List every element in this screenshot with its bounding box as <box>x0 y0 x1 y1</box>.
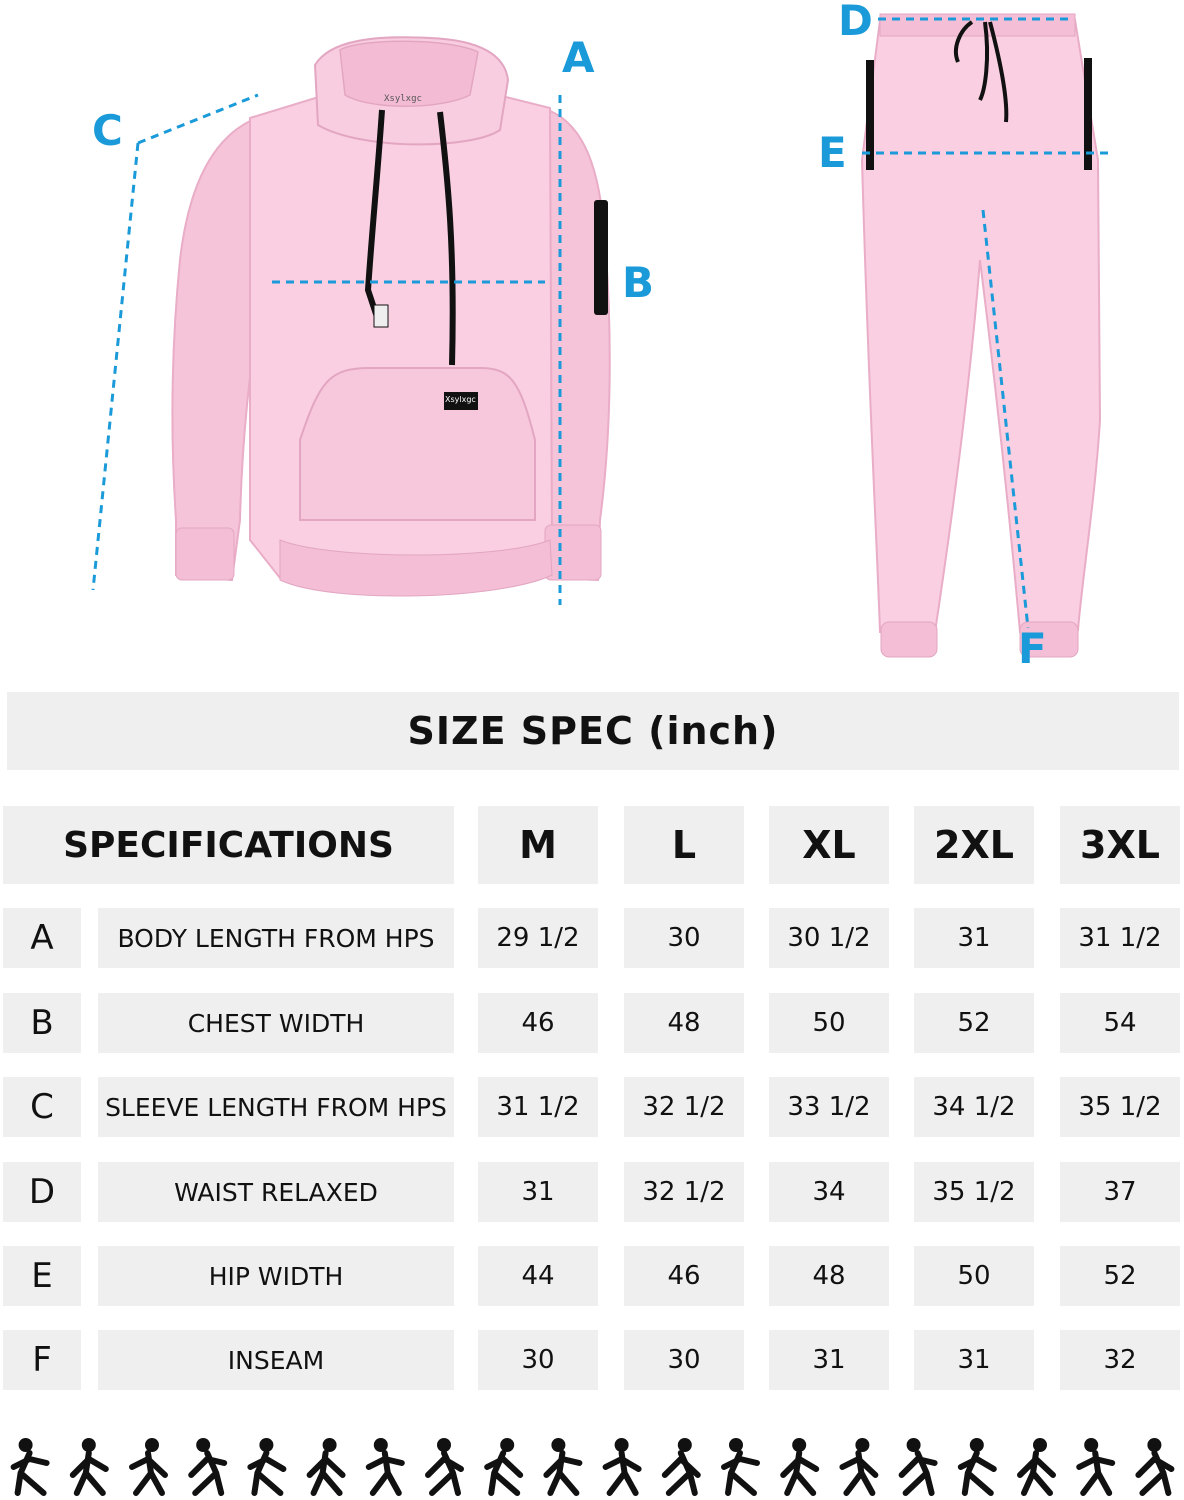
measure-label-c: C <box>92 106 123 155</box>
pants-illustration <box>862 14 1100 657</box>
size-value-cell <box>1060 908 1180 968</box>
sailing-icon <box>132 1438 165 1493</box>
row-label <box>98 1077 454 1137</box>
garment-diagram <box>0 0 1184 673</box>
cycling-icon <box>73 1438 106 1493</box>
size-value-cell <box>769 1162 889 1222</box>
size-header-2xl <box>914 806 1034 884</box>
measure-label-e: E <box>818 128 847 177</box>
row-label-text: INSEAM <box>227 1345 325 1375</box>
row-letter-text: F <box>32 1340 52 1380</box>
size-value-text: 29 1/2 <box>496 923 580 953</box>
size-value-text: 31 <box>957 1345 991 1375</box>
row-label-text: SLEEVE LENGTH FROM HPS <box>105 1092 447 1122</box>
size-value-cell <box>769 1077 889 1137</box>
size-value-cell <box>769 993 889 1053</box>
size-value-cell <box>478 1330 598 1390</box>
measure-label-d: D <box>838 0 873 45</box>
size-value-text: 34 <box>812 1177 846 1207</box>
size-value-text: 37 <box>1103 1177 1137 1207</box>
row-letter-text: E <box>31 1256 53 1296</box>
skateboarding-icon <box>546 1438 579 1493</box>
size-header-label: 3XL <box>1080 823 1160 867</box>
size-value-cell <box>624 1246 744 1306</box>
row-label <box>98 1246 454 1306</box>
row-letter <box>3 908 81 968</box>
skating-icon <box>487 1438 520 1493</box>
size-value-text: 50 <box>812 1008 846 1038</box>
size-value-cell <box>478 1246 598 1306</box>
size-value-cell <box>769 908 889 968</box>
row-letter-text: D <box>28 1172 56 1212</box>
size-header-label: XL <box>802 823 856 867</box>
size-value-text: 48 <box>812 1261 846 1291</box>
row-label <box>98 1162 454 1222</box>
size-value-cell <box>624 1162 744 1222</box>
row-label-text: BODY LENGTH FROM HPS <box>117 923 435 953</box>
size-header-m <box>478 806 598 884</box>
size-header-3xl <box>1060 806 1180 884</box>
size-value-cell <box>478 993 598 1053</box>
size-value-cell <box>914 908 1034 968</box>
size-value-cell <box>624 993 744 1053</box>
size-value-text: 31 <box>957 923 991 953</box>
size-value-cell <box>478 908 598 968</box>
size-value-text: 34 1/2 <box>932 1092 1016 1122</box>
row-letter <box>3 993 81 1053</box>
size-value-text: 30 <box>521 1345 555 1375</box>
size-value-cell <box>914 1246 1034 1306</box>
size-value-cell <box>1060 1246 1180 1306</box>
size-header-xl <box>769 806 889 884</box>
size-value-text: 31 1/2 <box>1078 923 1162 953</box>
row-letter-text: A <box>30 918 54 958</box>
size-value-text: 35 1/2 <box>932 1177 1016 1207</box>
size-value-cell <box>1060 1330 1180 1390</box>
size-value-text: 46 <box>667 1261 701 1291</box>
row-label <box>98 993 454 1053</box>
size-value-text: 30 <box>667 923 701 953</box>
size-value-cell <box>769 1330 889 1390</box>
size-value-cell <box>1060 1162 1180 1222</box>
kayaking-icon <box>250 1438 283 1493</box>
size-header-l <box>624 806 744 884</box>
size-spec-title-bar <box>7 692 1179 770</box>
skiing-icon <box>902 1438 935 1493</box>
size-value-cell <box>624 1077 744 1137</box>
row-label <box>98 908 454 968</box>
beach-icon <box>428 1438 461 1493</box>
row-label <box>98 1330 454 1390</box>
size-value-cell <box>769 1246 889 1306</box>
size-value-cell <box>478 1077 598 1137</box>
pocket-brand-label: Xsylxgc <box>445 395 476 404</box>
activity-icons-strip <box>0 1425 1184 1500</box>
size-value-cell <box>914 1077 1034 1137</box>
size-header-label: L <box>671 823 697 867</box>
size-value-text: 31 1/2 <box>496 1092 580 1122</box>
treadmill-icon <box>310 1438 343 1493</box>
surfing-icon <box>606 1438 639 1493</box>
row-label-text: WAIST RELAXED <box>174 1177 378 1207</box>
size-value-text: 30 1/2 <box>787 923 871 953</box>
running-icon <box>1020 1438 1053 1493</box>
row-label-text: CHEST WIDTH <box>187 1008 365 1038</box>
row-letter <box>3 1330 81 1390</box>
size-value-text: 33 1/2 <box>787 1092 871 1122</box>
horse-riding-icon <box>369 1438 402 1493</box>
swimming-icon <box>724 1438 757 1493</box>
size-value-text: 32 <box>1103 1345 1137 1375</box>
hoodie-illustration <box>173 33 610 596</box>
hiking-icon <box>191 1438 224 1493</box>
size-value-text: 52 <box>957 1008 991 1038</box>
size-value-text: 32 1/2 <box>642 1092 726 1122</box>
size-value-text: 31 <box>812 1345 846 1375</box>
basketball-icon <box>842 1438 875 1493</box>
size-value-text: 44 <box>521 1261 555 1291</box>
trekking-icon <box>1079 1438 1112 1493</box>
size-value-text: 46 <box>521 1008 555 1038</box>
row-letter-text: B <box>30 1003 54 1043</box>
weightlifting-icon <box>961 1438 994 1493</box>
size-value-cell <box>914 1162 1034 1222</box>
computer-work-icon <box>665 1438 698 1493</box>
size-value-cell <box>914 1330 1034 1390</box>
size-spec-title: SIZE SPEC (inch) <box>407 709 779 753</box>
size-value-text: 31 <box>521 1177 555 1207</box>
size-value-text: 32 1/2 <box>642 1177 726 1207</box>
row-letter <box>3 1246 81 1306</box>
hoodie-neck-tag: Xsylxgc <box>384 94 422 104</box>
specifications-header <box>3 806 454 884</box>
meditation-icon <box>14 1438 47 1493</box>
measure-label-b: B <box>622 258 655 307</box>
size-value-cell <box>914 993 1034 1053</box>
size-value-text: 30 <box>667 1345 701 1375</box>
size-value-text: 35 1/2 <box>1078 1092 1162 1122</box>
size-value-cell <box>624 1330 744 1390</box>
tennis-icon <box>1138 1438 1171 1493</box>
travel-icon <box>783 1438 816 1493</box>
size-value-cell <box>1060 993 1180 1053</box>
row-letter <box>3 1077 81 1137</box>
size-value-text: 48 <box>667 1008 701 1038</box>
measure-label-a: A <box>562 33 595 82</box>
size-value-cell <box>478 1162 598 1222</box>
size-value-text: 52 <box>1103 1261 1137 1291</box>
measure-label-f: F <box>1018 624 1047 673</box>
size-value-cell <box>624 908 744 968</box>
row-label-text: HIP WIDTH <box>208 1261 344 1291</box>
size-header-label: 2XL <box>934 823 1014 867</box>
size-value-cell <box>1060 1077 1180 1137</box>
row-letter <box>3 1162 81 1222</box>
size-header-label: M <box>519 823 557 867</box>
size-value-text: 50 <box>957 1261 991 1291</box>
specifications-header-label: SPECIFICATIONS <box>63 824 394 866</box>
size-value-text: 54 <box>1103 1008 1137 1038</box>
row-letter-text: C <box>30 1087 54 1127</box>
